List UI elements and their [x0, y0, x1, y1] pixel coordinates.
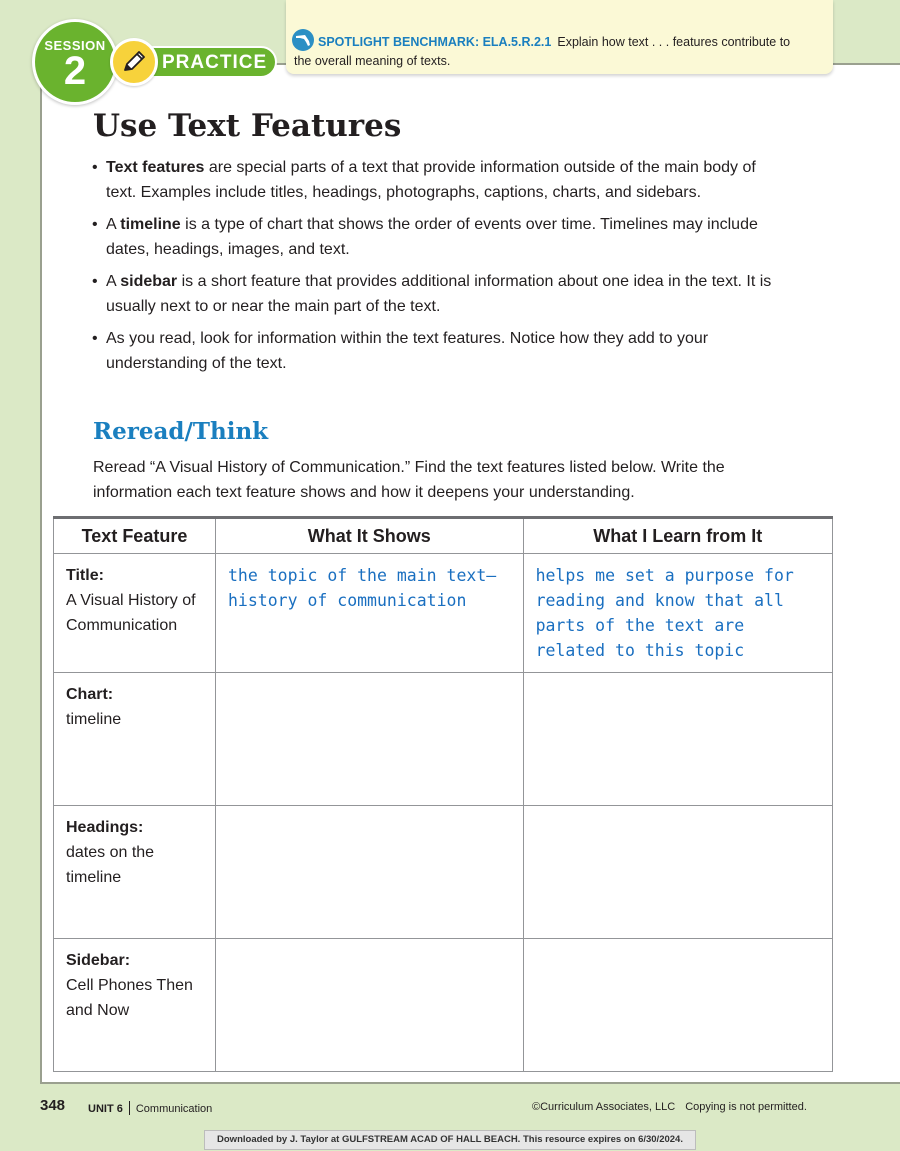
florida-benchmark-icon: [292, 29, 314, 51]
list-item: • As you read, look for information within the text features. Notice how they add to your understanding of the text.: [92, 330, 709, 372]
feature-cell: Headings: dates on the timeline: [54, 806, 216, 939]
session-number: 2: [63, 49, 87, 93]
table-row: [54, 673, 833, 806]
term: sidebar: [120, 273, 178, 290]
table-row: [54, 939, 833, 1072]
pencil-icon: [110, 38, 158, 86]
download-notice: Downloaded by J. Taylor at GULFSTREAM ACAD OF HALL BEACH. This resource expires on 6/30/2024.: [204, 1130, 696, 1150]
table-row: [54, 806, 833, 939]
column-header: Text Feature: [54, 518, 216, 554]
benchmark-text-line2: the overall meaning of texts.: [294, 54, 451, 68]
table-header-row: [54, 518, 833, 554]
what-i-learn-cell[interactable]: [523, 673, 832, 806]
feature-cell: Title: A Visual History of Communication: [54, 554, 216, 673]
instructions: Reread “A Visual History of Communication.” Find the text features listed below. Write the information each text feature shows and how it deepens your understanding.: [93, 459, 725, 501]
term: timeline: [120, 216, 181, 233]
session-label: SESSION: [44, 38, 106, 53]
column-header: What I Learn from It: [523, 518, 832, 554]
what-i-learn-cell[interactable]: helps me set a purpose for reading and know that all parts of the text are related to this topic: [523, 554, 832, 673]
practice-label: PRACTICE: [122, 46, 277, 78]
feature-cell: Sidebar: Cell Phones Then and Now: [54, 939, 216, 1072]
session-badge: [32, 19, 118, 105]
what-it-shows-cell[interactable]: [215, 806, 523, 939]
list-item: • A timeline is a type of chart that shows the order of events over time. Timelines may include dates, headings, images, and text.: [92, 216, 758, 258]
section-heading: Reread/Think: [93, 418, 269, 445]
feature-cell: Chart: timeline: [54, 673, 216, 806]
benchmark-text-line1: Explain how text . . . features contribute to: [557, 35, 791, 49]
table-row: [54, 554, 833, 673]
copyright: ©Curriculum Associates, LLC Copying is not permitted.: [532, 1101, 807, 1113]
page-number: 348: [40, 1097, 66, 1114]
benchmark-title: SPOTLIGHT BENCHMARK: ELA.5.R.2.1: [318, 35, 552, 49]
what-i-learn-cell[interactable]: [523, 939, 832, 1072]
term: Text features: [106, 159, 205, 176]
text-features-table: [53, 516, 833, 1072]
what-i-learn-cell[interactable]: [523, 806, 832, 939]
page-title: Use Text Features: [93, 108, 402, 144]
column-header: What It Shows: [215, 518, 523, 554]
what-it-shows-cell[interactable]: the topic of the main text—history of communication: [215, 554, 523, 673]
what-it-shows-cell[interactable]: [215, 939, 523, 1072]
list-item: • A sidebar is a short feature that provides additional information about one idea in the text. It is usually next to or near the main part of the text.: [92, 273, 772, 315]
list-item: • Text features are special parts of a text that provide information outside of the main body of text. Examples include titles, headings, photographs, captions, charts, and sidebars.: [92, 159, 756, 201]
what-it-shows-cell[interactable]: [215, 673, 523, 806]
unit-label: UNIT 6 Communication: [88, 1103, 213, 1115]
benchmark-banner: [286, 0, 833, 74]
definition-list: [92, 155, 772, 383]
